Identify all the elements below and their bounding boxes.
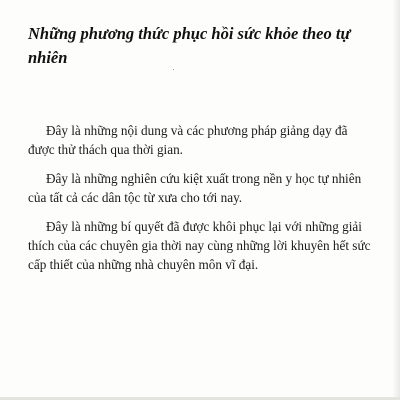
paragraph-1: Đây là những nội dung và các phương pháp giảng dạy đã được thử thách qua thời gian. — [28, 123, 348, 157]
body-text — [28, 121, 376, 284]
page-edge-shadow — [392, 0, 400, 400]
paragraph-2: Đây là những nghiên cứu kiệt xuất trong nền y học tự nhiên của tất cả các dân tộc từ xưa cho tới nay. — [28, 171, 362, 205]
page-title: Những phương thức phục hồi sức khỏe theo tự nhiên — [28, 24, 351, 67]
ink-speck — [173, 69, 174, 70]
paragraph-3: Đây là những bí quyết đã được khôi phục lại với những giải thích của các chuyên gia thời nay cùng những lời khuyên hết sức cấp thiết của những nhà chuyên môn vĩ đại. — [28, 219, 371, 272]
